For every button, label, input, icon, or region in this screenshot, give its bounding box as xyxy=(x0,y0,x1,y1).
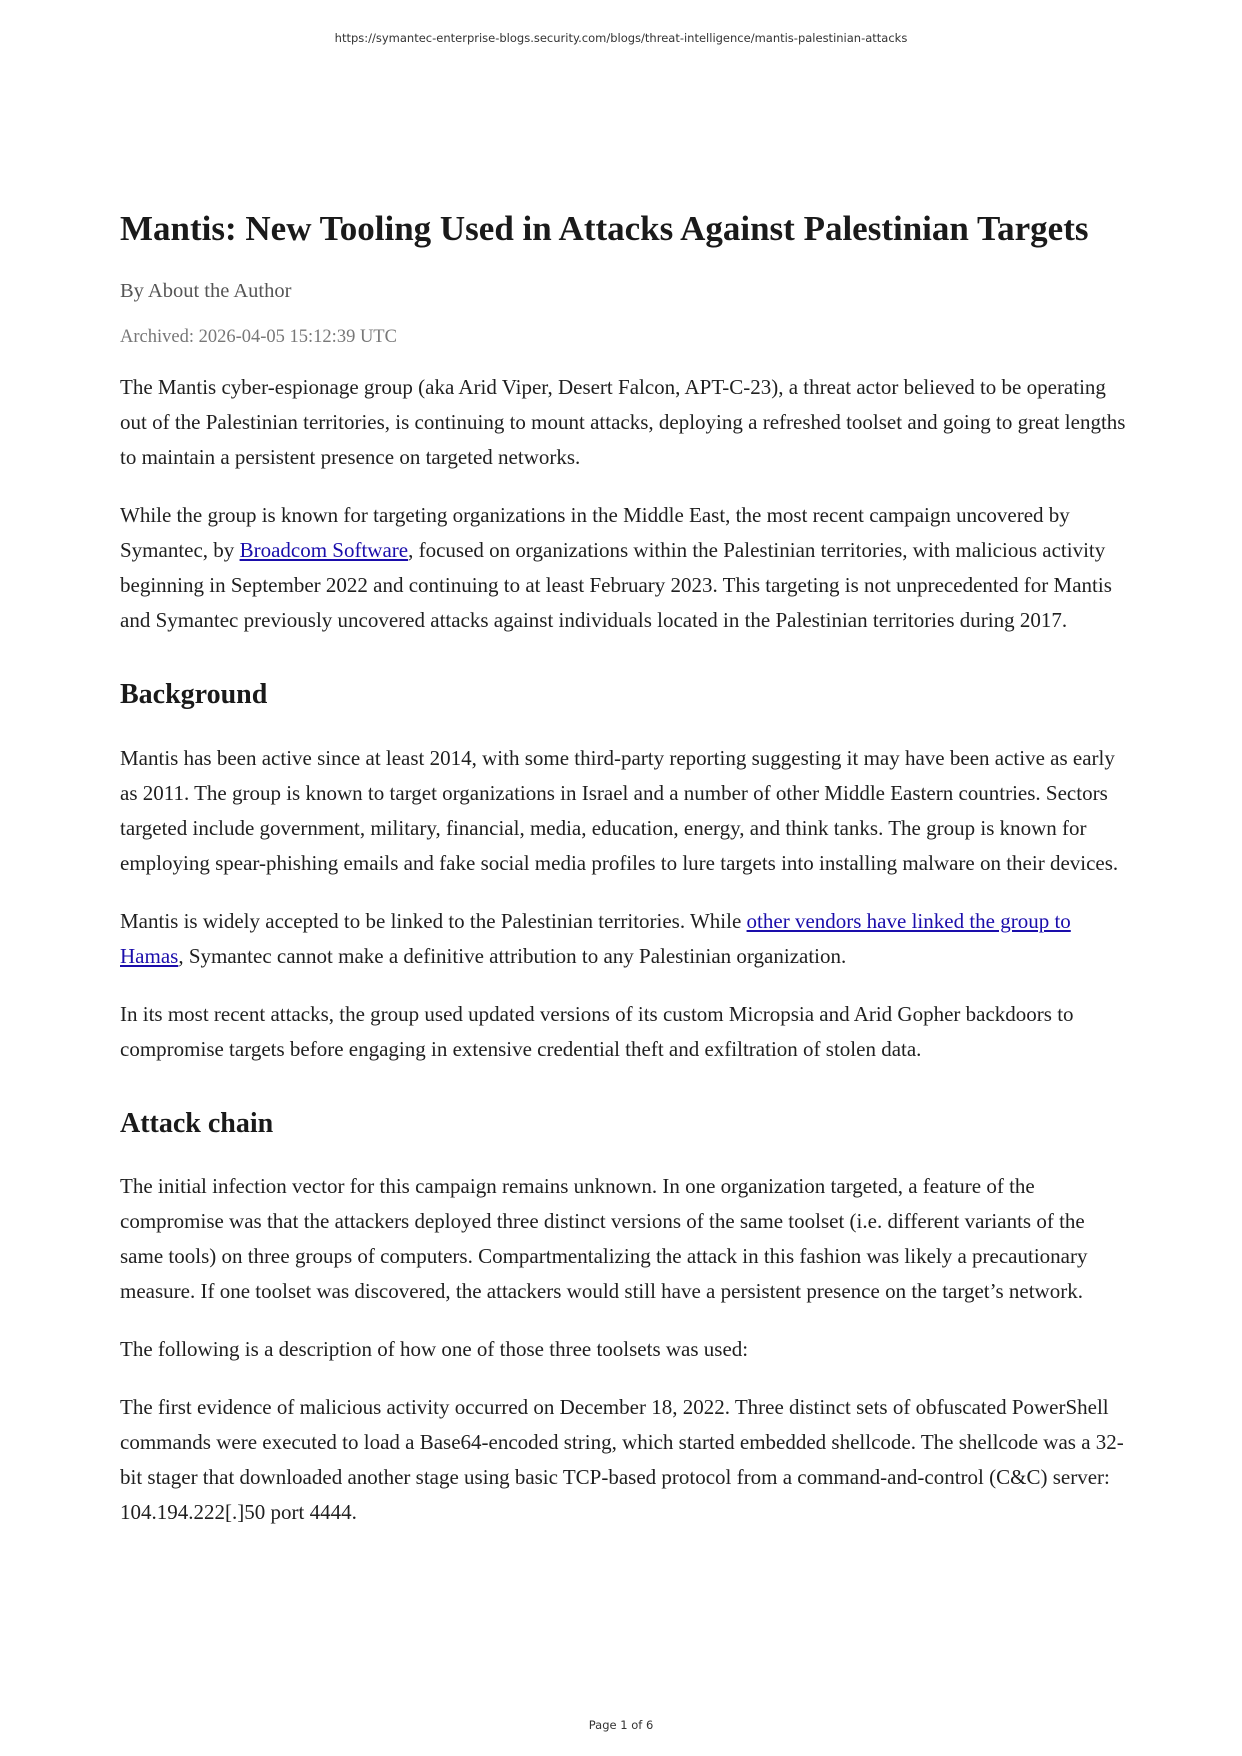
intro-paragraph-1: The Mantis cyber-espionage group (aka Arid Viper, Desert Falcon, APT-C-23), a threat actor believed to be operating out of the Palestinian territories, is continuing to mount attacks, deploying a refreshed toolset and going to great lengths to maintain a persistent presence on targeted networks. xyxy=(120,375,1126,469)
background-heading: Background xyxy=(120,679,268,710)
background-p2-text-after: , Symantec cannot make a definitive attribution to any Palestinian organization. xyxy=(178,943,847,968)
archived-timestamp: Archived: 2026-04-05 15:12:39 UTC xyxy=(120,327,397,347)
background-paragraph-3: In its most recent attacks, the group used updated versions of its custom Micropsia and Arid Gopher backdoors to compromise targets before engaging in extensive credential theft and exfiltration of stolen data. xyxy=(120,1001,1074,1061)
attack-chain-paragraph-2: The following is a description of how one of those three toolsets was used: xyxy=(120,1337,749,1362)
intro-p2-text-before: While the group is known for targeting organizations in the Middle East, the most recent campaign uncovered by Symantec, by xyxy=(120,503,1070,562)
byline: By About the Author xyxy=(120,280,292,302)
page-number: Page 1 of 6 xyxy=(588,1718,654,1732)
attack-chain-heading: Attack chain xyxy=(120,1107,274,1139)
article-title: Mantis: New Tooling Used in Attacks Against Palestinian Targets xyxy=(120,209,1089,248)
intro-paragraph-2 xyxy=(120,498,1128,638)
article xyxy=(120,208,1128,1553)
background-paragraph-1: Mantis has been active since at least 2014, with some third-party reporting suggesting it may have been active as early as 2011. The group is known to target organizations in Israel and a number of other Middle Eastern countries. Sectors targeted include government, military, financial, media, education, energy, and think tanks. The group is known for employing spear-phishing emails and fake social media profiles to lure targets into installing malware on their devices. xyxy=(120,745,1119,875)
vendors-hamas-link[interactable]: other vendors have linked the group to Hamas xyxy=(120,908,1071,968)
attack-chain-paragraph-1: The initial infection vector for this campaign remains unknown. In one organization targeted, a feature of the compromise was that the attackers deployed three distinct versions of the same toolset (i.e. different variants of the same tools) on three groups of computers. Compartmentalizing the attack in this fashion was likely a precautionary measure. If one toolset was discovered, the attackers would still have a persistent presence on the target’s network. xyxy=(120,1174,1088,1304)
attack-chain-paragraph-3: The first evidence of malicious activity occurred on December 18, 2022. Three distinct sets of obfuscated PowerShell commands were executed to load a Base64-encoded string, which started embedded shellcode. The shellcode was a 32-bit stager that downloaded another stage using basic TCP-based protocol from a command-and-control (C&C) server: 104.194.222[.]50 port 4444. xyxy=(120,1395,1124,1525)
source-url: https://symantec-enterprise-blogs.security.com/blogs/threat-intelligence/mantis-palestinian-attacks xyxy=(334,31,908,45)
intro-p2-text-after: , focused on organizations within the Palestinian territories, with malicious activity beginning in September 2022 and continuing to at least February 2023. This targeting is not unprecedented for Mantis and Symantec previously uncovered attacks against individuals located in the Palestinian territories during 2017. xyxy=(120,538,1112,632)
background-paragraph-2 xyxy=(120,904,1128,974)
broadcom-software-link[interactable]: Broadcom Software xyxy=(239,538,409,562)
background-p2-text-before: Mantis is widely accepted to be linked to the Palestinian territories. While xyxy=(120,908,747,933)
